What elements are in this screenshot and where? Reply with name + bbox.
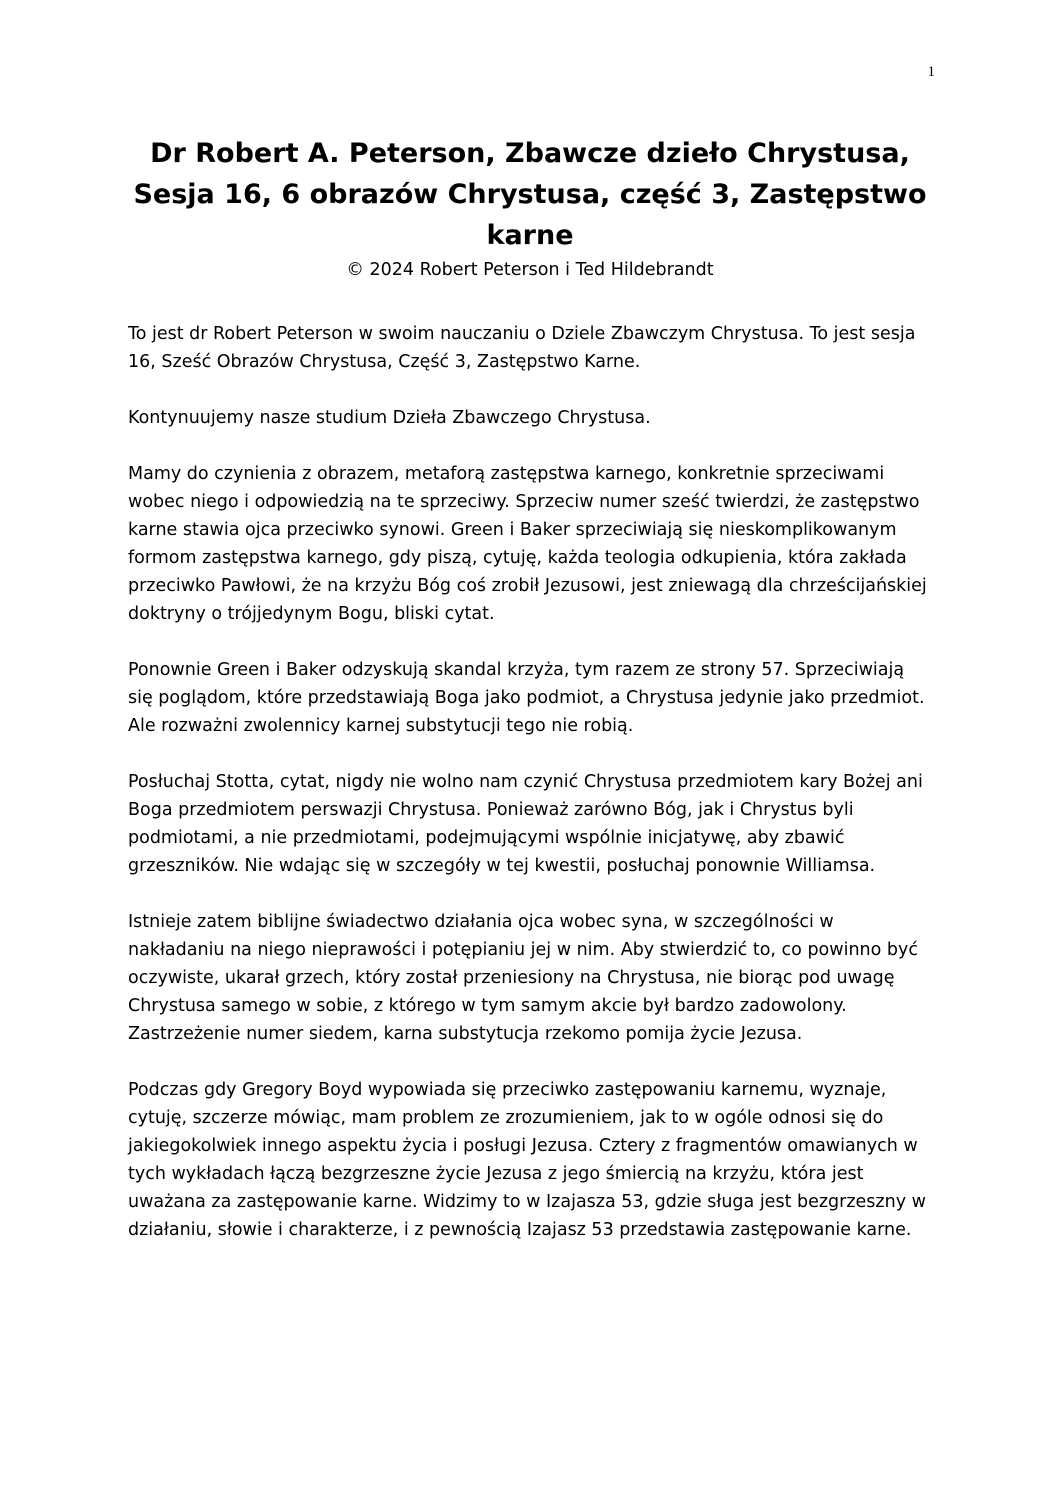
page-number: 1 [927, 64, 935, 80]
paragraph: Posłuchaj Stotta, cytat, nigdy nie wolno nam czynić Chrystusa przedmiotem kary Bożej ani Boga przedmiotem perswazji Chrystusa. Ponieważ zarówno Bóg, jak i Chrystus byli podmiotami, a nie przedmiotami, podejmującymi wspólnie inicjatywę, aby zbawić grzeszników. Nie wdając się w szczegóły w tej kwestii, posłuchaj ponownie Williamsa. [128, 772, 923, 876]
paragraph: Mamy do czynienia z obrazem, metaforą zastępstwa karnego, konkretnie sprzeciwami wobec niego i odpowiedzią na te sprzeciwy. Sprzeciw numer sześć twierdzi, że zastępstwo karne stawia ojca przeciwko synowi. Green i Baker sprzeciwiają się nieskomplikowanym formom zastępstwa karnego, gdy piszą, cytuję, każda teologia odkupienia, która zakłada przeciwko Pawłowi, że na krzyżu Bóg coś zrobił Jezusowi, jest zniewagą dla chrześcijańskiej doktryny o trójjedynym Bogu, bliski cytat. [128, 464, 927, 624]
document-body [128, 320, 933, 1272]
paragraph: Ponownie Green i Baker odzyskują skandal krzyża, tym razem ze strony 57. Sprzeciwiają się poglądom, które przedstawiają Boga jako podmiot, a Chrystusa jedynie jako przedmiot. Ale rozważni zwolennicy karnej substytucji tego nie robią. [128, 660, 925, 736]
paragraph: Istnieje zatem biblijne świadectwo działania ojca wobec syna, w szczególności w nakładaniu na niego nieprawości i potępianiu jej w nim. Aby stwierdzić to, co powinno być oczywiste, ukarał grzech, który został przeniesiony na Chrystusa, nie biorąc pod uwagę Chrystusa samego w sobie, z którego w tym samym akcie był bardzo zadowolony. Zastrzeżenie numer siedem, karna substytucja rzekomo pomija życie Jezusa. [128, 912, 918, 1044]
copyright-line: © 2024 Robert Peterson i Ted Hildebrandt [346, 260, 714, 280]
paragraph: Podczas gdy Gregory Boyd wypowiada się przeciwko zastępowaniu karnemu, wyznaje, cytuję, szczerze mówiąc, mam problem ze zrozumieniem, jak to w ogóle odnosi się do jakiegokolwiek innego aspektu życia i posługi Jezusa. Cztery z fragmentów omawianych w tych wykładach łączą bezgrzeszne życie Jezusa z jego śmiercią na krzyżu, która jest uważana za zastępowanie karne. Widzimy to w Izajasza 53, gdzie sługa jest bezgrzeszny w działaniu, słowie i charakterze, i z pewnością Izajasz 53 przedstawia zastępowanie karne. [128, 1080, 926, 1240]
paragraph: To jest dr Robert Peterson w swoim nauczaniu o Dziele Zbawczym Chrystusa. To jest sesja 16, Sześć Obrazów Chrystusa, Część 3, Zastępstwo Karne. [128, 324, 916, 372]
document-header [110, 133, 950, 284]
paragraph: Kontynuujemy nasze studium Dzieła Zbawczego Chrystusa. [128, 408, 651, 428]
document-title: Dr Robert A. Peterson, Zbawcze dzieło Chrystusa, Sesja 16, 6 obrazów Chrystusa, część 3, Zastępstwo karne [133, 138, 927, 251]
